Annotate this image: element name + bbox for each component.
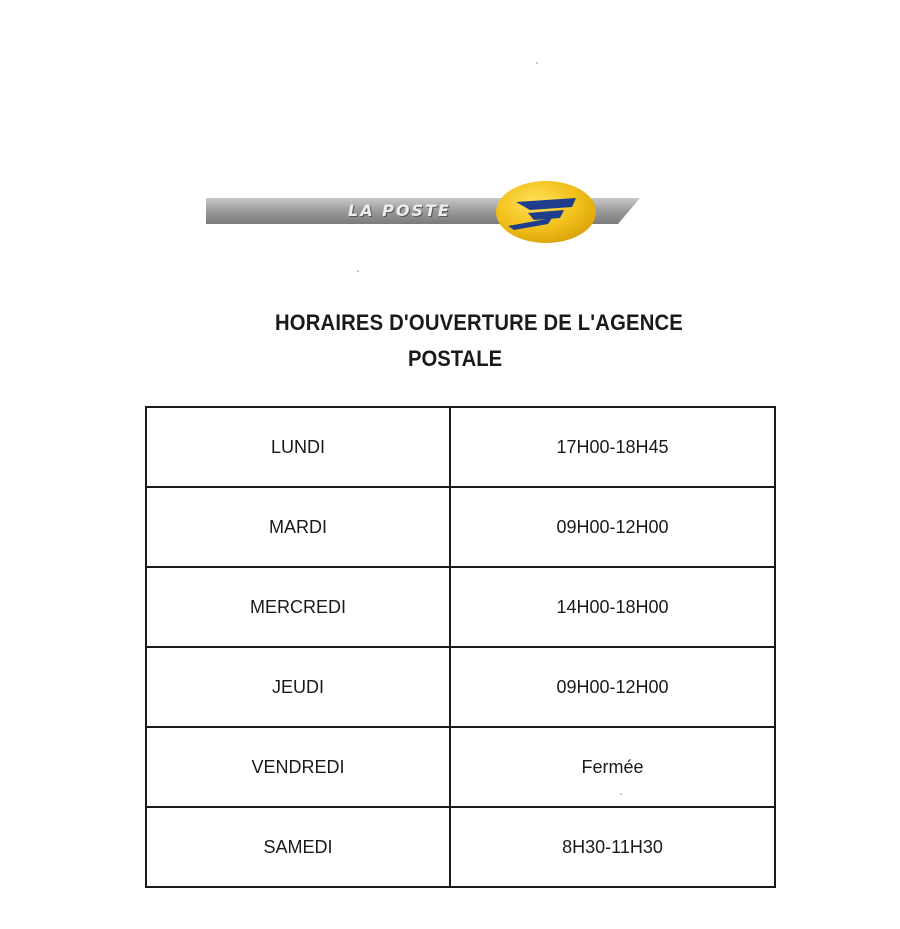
opening-hours-table	[145, 406, 776, 888]
table-row	[146, 647, 775, 727]
day-cell: MARDI	[146, 487, 450, 567]
hours-cell: 8H30-11H30	[450, 807, 775, 887]
hours-cell: 14H00-18H00	[450, 567, 775, 647]
la-poste-logo	[206, 180, 640, 250]
day-cell: LUNDI	[146, 407, 450, 487]
table-row	[146, 727, 775, 807]
scan-speck	[536, 62, 538, 64]
la-poste-bird-icon	[494, 180, 598, 244]
page-title-line-2: POSTALE	[408, 346, 503, 371]
table-row	[146, 487, 775, 567]
day-cell: VENDREDI	[146, 727, 450, 807]
hours-cell: 17H00-18H45	[450, 407, 775, 487]
table-row	[146, 567, 775, 647]
hours-cell: 09H00-12H00	[450, 487, 775, 567]
day-cell: JEUDI	[146, 647, 450, 727]
page-title-line-1: HORAIRES D'OUVERTURE DE L'AGENCE	[275, 310, 683, 335]
hours-cell: 09H00-12H00	[450, 647, 775, 727]
scan-speck	[357, 270, 359, 272]
table-row	[146, 807, 775, 887]
day-cell: MERCREDI	[146, 567, 450, 647]
logo-text: LA POSTE	[348, 201, 451, 220]
hours-cell: Fermée	[450, 727, 775, 807]
day-cell: SAMEDI	[146, 807, 450, 887]
table-row	[146, 407, 775, 487]
